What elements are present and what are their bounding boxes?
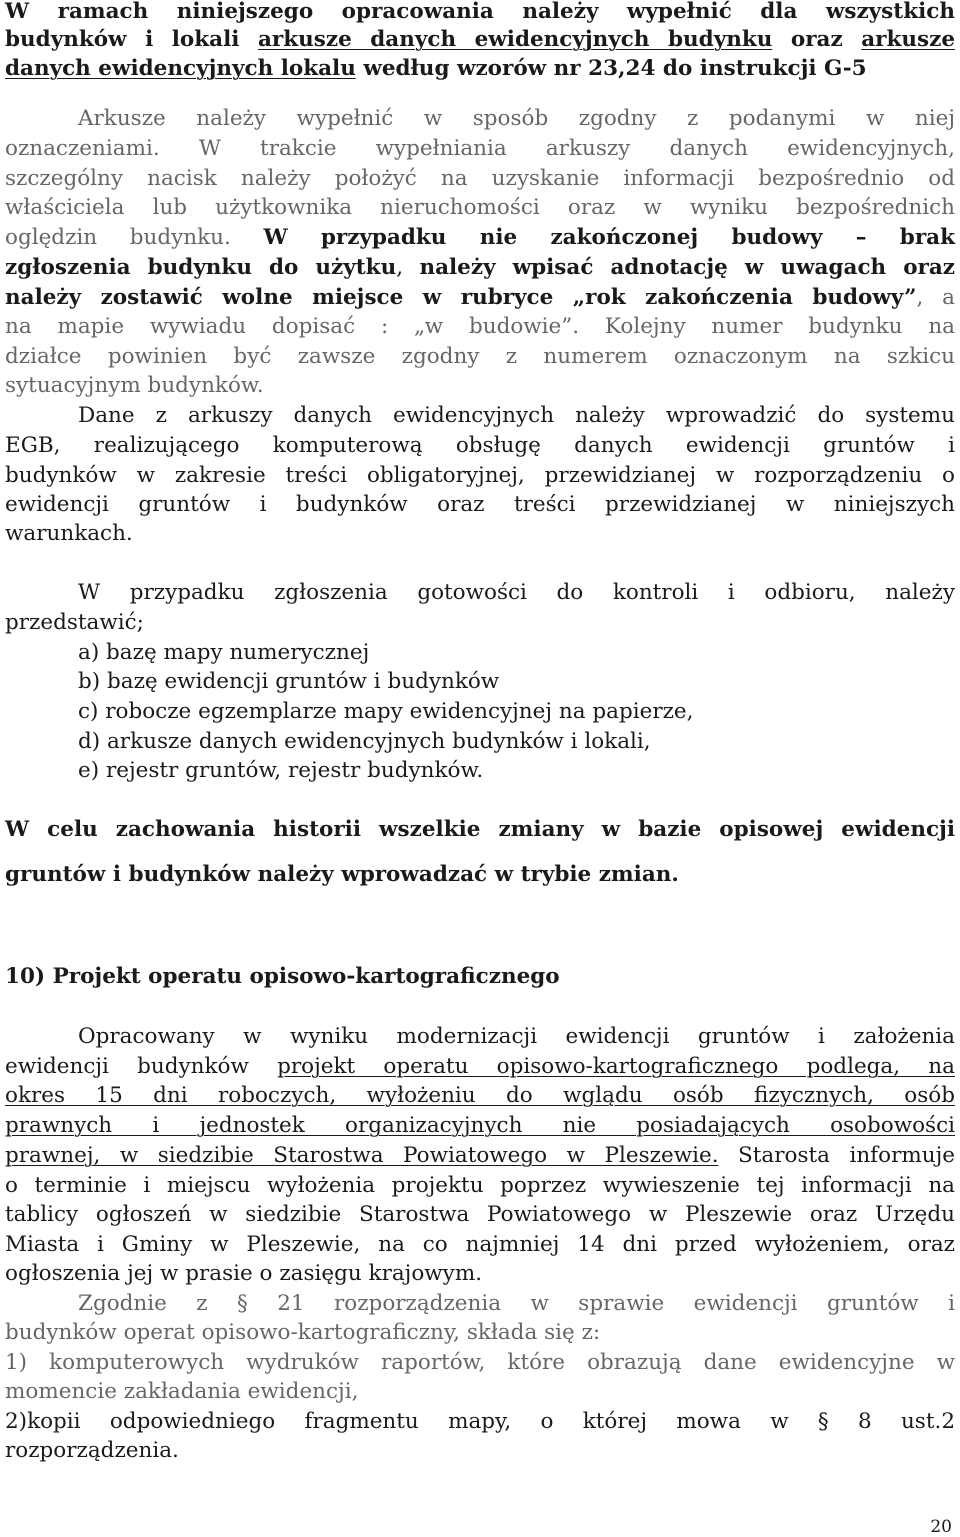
bold-text: W przypadku nie zakończonej budowy – brak — [263, 225, 955, 250]
section-heading: 10) Projekt operatu opisowo-kartograficznego — [5, 964, 560, 989]
underlined-text: projekt operatu opisowo-kartograficznego podlega, na — [277, 1054, 955, 1079]
p2-line-4: właściciela lub użytkownika nieruchomości oraz w wyniku bezpośrednich — [5, 195, 955, 220]
page-number: 20 — [930, 1517, 952, 1537]
p5-line-3: okres 15 dni roboczych, wyłożeniu do wglądu osób fizycznych, osób — [5, 1083, 955, 1108]
bold-text: zgłoszenia budynku do użytku — [5, 255, 397, 280]
list-item: d) arkusze danych ewidencyjnych budynków i lokali, — [78, 729, 651, 754]
p6-line-6: rozporządzenia. — [5, 1438, 179, 1463]
list-item: a) bazę mapy numerycznej — [78, 640, 370, 665]
p5-line-6: o terminie i miejscu wyłożenia projektu poprzez wywieszenie tej informacji na — [5, 1173, 955, 1198]
list-item: e) rejestr gruntów, rejestr budynków. — [78, 758, 484, 783]
bold-note-line-1: W celu zachowania historii wszelkie zmiany w bazie opisowej ewidencji — [5, 817, 955, 842]
p2-line-10: sytuacyjnym budynków. — [5, 373, 264, 398]
p2-line-5 — [5, 223, 955, 253]
p2-line-7 — [5, 283, 955, 313]
p4-line-1: W przypadku zgłoszenia gotowości do kontroli i odbioru, należy — [78, 580, 955, 605]
p5-line-7: tablicy ogłoszeń w siedzibie Starostwa Powiatowego w Pleszewie oraz Urzędu — [5, 1202, 955, 1227]
underlined-text: danych ewidencyjnych lokalu — [5, 56, 356, 81]
text: według wzorów nr 23,24 do instrukcji G-5 — [355, 56, 867, 81]
p1-line-1: W ramach niniejszego opracowania należy wypełnić dla wszystkich — [5, 0, 955, 24]
p6-line-2: budynków operat opisowo-kartograficzny, składa się z: — [5, 1320, 601, 1345]
p3-line-3: budynków w zakresie treści obligatoryjnej, przewidzianej w rozporządzeniu o — [5, 463, 955, 488]
p1-line-2 — [5, 25, 955, 55]
text: ewidencji budynków — [5, 1054, 278, 1079]
p5-line-2 — [5, 1052, 955, 1082]
p5-line-9: ogłoszenia jej w prasie o zasięgu krajowym. — [5, 1261, 483, 1286]
p2-line-8: na mapie wywiadu dopisać : „w budowie”. Kolejny numer budynku na — [5, 314, 955, 339]
p6-line-1: Zgodnie z § 21 rozporządzenia w sprawie ewidencji gruntów i — [78, 1291, 955, 1316]
text: Starosta informuje — [718, 1143, 955, 1168]
list-item: b) bazę ewidencji gruntów i budynków — [78, 669, 500, 694]
p3-line-4: ewidencji gruntów i budynków oraz treści przewidzianej w niniejszych — [5, 492, 955, 517]
bold-text: należy wpisać adnotację w uwagach oraz — [419, 255, 956, 280]
p4-line-2: przedstawić; — [5, 610, 144, 635]
p5-line-8: Miasta i Gminy w Pleszewie, na co najmniej 14 dni przed wyłożeniem, oraz — [5, 1232, 955, 1257]
p5-line-4: prawnych i jednostek organizacyjnych nie posiadających osobowości — [5, 1113, 955, 1138]
p5-line-1: Opracowany w wyniku modernizacji ewidencji gruntów i założenia — [78, 1024, 955, 1049]
bold-note-line-2: gruntów i budynków należy wprowadzać w trybie zmian. — [5, 862, 679, 887]
p1-line-3 — [5, 54, 955, 84]
underlined-text: prawnej, w siedzibie Starostwa Powiatowego w Pleszewie. — [5, 1143, 719, 1168]
p2-line-2: oznaczeniami. W trakcie wypełniania arkuszy danych ewidencyjnych, — [5, 136, 955, 161]
p2-line-9: działce powinien być zawsze zgodny z numerem oznaczonym na szkicu — [5, 344, 955, 369]
bold-text: należy zostawić wolne miejsce w rubryce „rok zakończenia budowy” — [5, 285, 917, 310]
p2-line-1: Arkusze należy wypełnić w sposób zgodny z podanymi w niej — [78, 106, 955, 131]
p3-line-5: warunkach. — [5, 521, 133, 546]
underlined-text: arkusze danych ewidencyjnych budynku — [257, 27, 773, 52]
p2-line-6 — [5, 253, 955, 283]
text: oględzin budynku. — [5, 225, 264, 250]
p6-line-3: 1) komputerowych wydruków raportów, które obrazują dane ewidencyjne w — [5, 1350, 955, 1375]
text: oraz — [772, 27, 862, 52]
text: , — [396, 255, 420, 280]
list-item: c) robocze egzemplarze mapy ewidencyjnej na papierze, — [78, 699, 694, 724]
p6-line-4: momencie zakładania ewidencji, — [5, 1379, 359, 1404]
p3-line-2: EGB, realizującego komputerową obsługę danych ewidencji gruntów i — [5, 433, 955, 458]
p2-line-3: szczególny nacisk należy położyć na uzyskanie informacji bezpośrednio od — [5, 166, 955, 191]
underlined-text: arkusze — [861, 27, 955, 52]
p3-line-1: Dane z arkuszy danych ewidencyjnych należy wprowadzić do systemu — [78, 403, 955, 428]
p5-line-5 — [5, 1141, 955, 1171]
p6-line-5: 2)kopii odpowiedniego fragmentu mapy, o której mowa w § 8 ust.2 — [5, 1409, 955, 1434]
text: , a — [916, 285, 955, 310]
text: budynków i lokali — [5, 27, 258, 52]
